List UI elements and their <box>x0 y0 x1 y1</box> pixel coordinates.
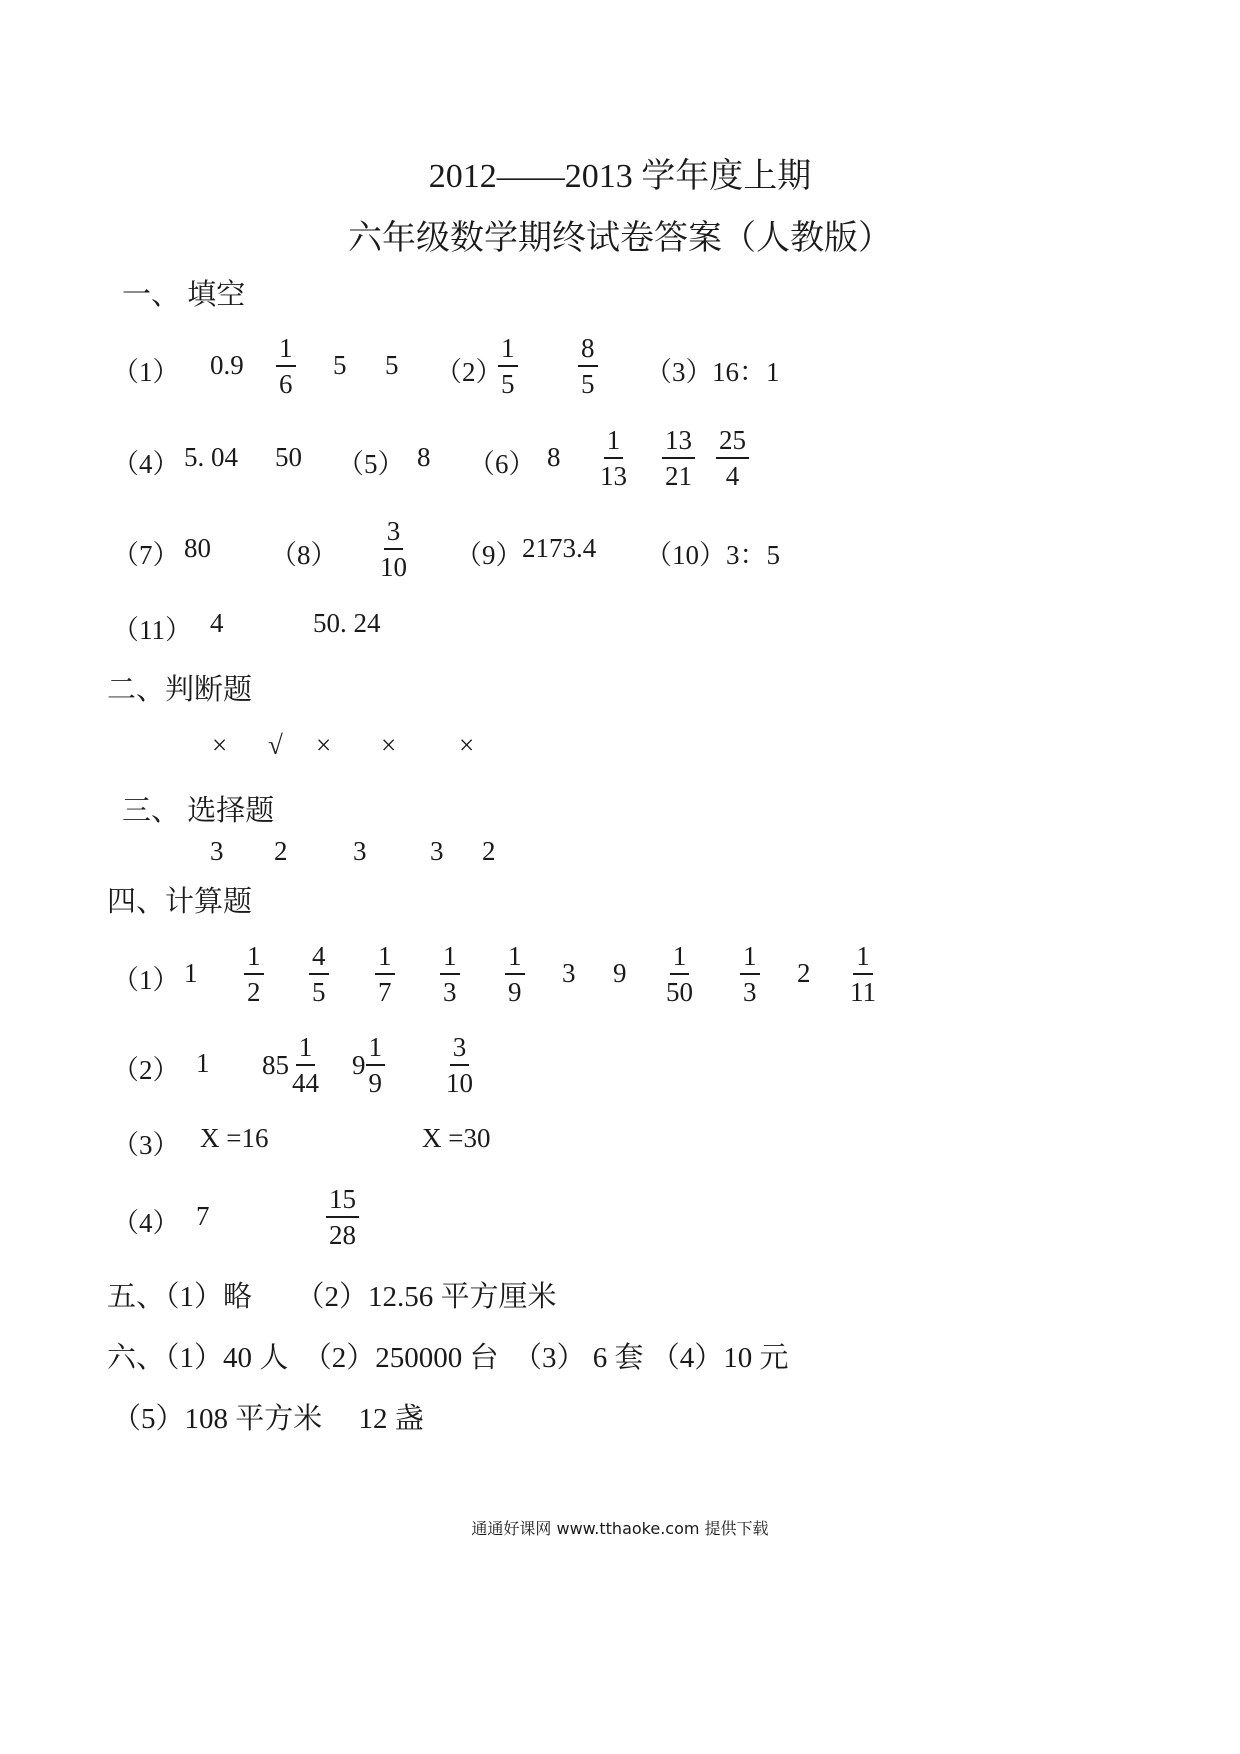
title-line-2: 六年级数学期终试卷答案（人教版） <box>348 220 892 257</box>
fraction-denominator: 44 <box>292 1068 319 1098</box>
section-4-heading: 四、计算题 <box>107 886 253 918</box>
fraction-numerator: 1 <box>440 942 460 975</box>
calc-2-fraction <box>443 1033 476 1097</box>
choice-answer-2: 2 <box>274 836 288 866</box>
fraction-denominator: 50 <box>666 977 693 1007</box>
q3-answer: 16：1 <box>712 357 780 387</box>
fraction-numerator: 1 <box>505 942 525 975</box>
fraction-numerator: 13 <box>662 426 695 459</box>
q4-answer-2: 50 <box>275 442 302 472</box>
fraction-numerator: 1 <box>366 1033 386 1066</box>
fraction-numerator: 15 <box>326 1185 359 1218</box>
fraction-numerator: 1 <box>670 942 690 975</box>
q6-fraction-1 <box>597 426 630 490</box>
fraction-denominator: 9 <box>508 977 522 1007</box>
q6-fraction-3 <box>716 426 749 490</box>
fraction-denominator: 28 <box>329 1220 356 1250</box>
q9-label: （9） <box>455 540 523 570</box>
calc-1-fraction-7 <box>740 942 760 1006</box>
fraction-numerator: 3 <box>384 517 404 550</box>
q5-label: （5） <box>337 449 405 479</box>
calc-4-fraction <box>326 1185 359 1249</box>
calc-1-fraction-2 <box>309 942 329 1006</box>
calc-1-answer-4: 2 <box>797 958 811 988</box>
footer-text: 通通好课网 www.tthaoke.com 提供下载 <box>471 1519 769 1538</box>
calc-4-answer-1: 7 <box>196 1201 210 1231</box>
fraction-numerator: 1 <box>498 334 518 367</box>
q11-label: （11） <box>112 615 192 645</box>
judge-answer-1: × <box>212 730 228 760</box>
fraction-numerator: 8 <box>578 334 598 367</box>
q1-answer-1: 0.9 <box>210 350 244 380</box>
fraction-numerator: 4 <box>309 942 329 975</box>
mixed-whole: 85 <box>262 1049 289 1080</box>
section-6-line-1: 六、（1）40 人 （2）250000 台 （3） 6 套 （4）10 元 <box>107 1342 789 1374</box>
fraction-denominator: 13 <box>600 461 627 491</box>
mixed-whole: 9 <box>352 1049 366 1080</box>
calc-1-answer-2: 3 <box>562 958 576 988</box>
q1-answer-3: 5 <box>385 350 399 380</box>
calc-1-fraction-3 <box>375 942 395 1006</box>
section-5-line: 五、（1）略 （2）12.56 平方厘米 <box>107 1281 557 1313</box>
q2-fraction-1 <box>498 334 518 398</box>
judge-answer-2: √ <box>268 730 283 760</box>
fraction-numerator: 3 <box>450 1033 470 1066</box>
calc-4-label: （4） <box>112 1208 180 1238</box>
section-6-line-2: （5）108 平方米 12 盏 <box>112 1403 424 1435</box>
q4-label: （4） <box>112 449 180 479</box>
calc-2-label: （2） <box>112 1055 180 1085</box>
fraction-numerator: 1 <box>853 942 873 975</box>
choice-answer-5: 2 <box>482 836 496 866</box>
choice-answer-1: 3 <box>210 836 224 866</box>
q11-answer-2: 50. 24 <box>313 608 381 638</box>
calc-3-answer-2: X =30 <box>422 1123 491 1153</box>
fraction-denominator: 5 <box>581 369 595 399</box>
q6-label: （6） <box>468 449 536 479</box>
fraction-numerator: 25 <box>716 426 749 459</box>
calc-1-fraction-5 <box>505 942 525 1006</box>
mixed-fraction <box>289 1033 322 1097</box>
section-2-heading: 二、判断题 <box>107 674 253 706</box>
fraction-denominator: 9 <box>368 1068 382 1098</box>
calc-3-label: （3） <box>112 1130 180 1160</box>
calc-2-mixed-2 <box>352 1033 385 1097</box>
q1-label: （1） <box>112 357 180 387</box>
fraction-denominator: 2 <box>247 977 261 1007</box>
fraction-denominator: 5 <box>312 977 326 1007</box>
fraction-denominator: 5 <box>501 369 515 399</box>
q8-label: （8） <box>270 540 338 570</box>
calc-1-fraction-4 <box>440 942 460 1006</box>
calc-3-answer-1: X =16 <box>200 1123 269 1153</box>
q6-answer: 8 <box>547 442 561 472</box>
fraction-denominator: 3 <box>443 977 457 1007</box>
title-line-1: 2012——2013 学年度上期 <box>428 158 812 195</box>
q9-answer: 2173.4 <box>522 533 597 563</box>
fraction-numerator: 1 <box>604 426 624 459</box>
q11-answer-1: 4 <box>210 608 224 638</box>
judge-answer-3: × <box>316 730 332 760</box>
fraction-numerator: 1 <box>276 334 296 367</box>
q1-answer-2: 5 <box>333 350 347 380</box>
mixed-fraction <box>366 1033 386 1097</box>
fraction-denominator: 10 <box>446 1068 473 1098</box>
section-3-heading: 三、 选择题 <box>122 795 275 827</box>
fraction-denominator: 4 <box>725 461 740 491</box>
fraction-denominator: 11 <box>850 977 876 1007</box>
q7-answer: 80 <box>184 533 211 563</box>
calc-1-answer-3: 9 <box>613 958 627 988</box>
fraction-denominator: 10 <box>380 552 407 582</box>
q6-fraction-2 <box>662 426 695 490</box>
q3-label: （3） <box>645 357 713 387</box>
calc-1-fraction-6 <box>663 942 696 1006</box>
q10-answer: （10）3：5 <box>645 540 780 570</box>
fraction-denominator: 7 <box>378 977 392 1007</box>
choice-answer-3: 3 <box>353 836 367 866</box>
q8-fraction <box>377 517 410 581</box>
judge-answer-5: × <box>459 730 475 760</box>
q1-fraction <box>276 334 296 398</box>
choice-answer-4: 3 <box>430 836 444 866</box>
calc-1-label: （1） <box>112 965 180 995</box>
fraction-numerator: 1 <box>296 1033 316 1066</box>
q5-answer: 8 <box>417 442 431 472</box>
fraction-numerator: 1 <box>740 942 760 975</box>
fraction-numerator: 1 <box>244 942 264 975</box>
calc-2-mixed-1 <box>262 1033 322 1097</box>
judge-answer-4: × <box>381 730 397 760</box>
fraction-numerator: 1 <box>375 942 395 975</box>
q4-answer-1: 5. 04 <box>184 442 238 472</box>
fraction-denominator: 21 <box>665 461 692 491</box>
section-1-heading: 一、 填空 <box>122 279 246 311</box>
q2-fraction-2 <box>578 334 598 398</box>
calc-1-fraction-1 <box>244 942 264 1006</box>
q2-label: （2） <box>435 357 503 387</box>
calc-1-fraction-8 <box>847 942 879 1006</box>
calc-1-answer-1: 1 <box>184 958 198 988</box>
calc-2-answer-1: 1 <box>196 1048 210 1078</box>
fraction-denominator: 6 <box>279 369 293 399</box>
q7-label: （7） <box>112 540 180 570</box>
fraction-denominator: 3 <box>743 977 757 1007</box>
